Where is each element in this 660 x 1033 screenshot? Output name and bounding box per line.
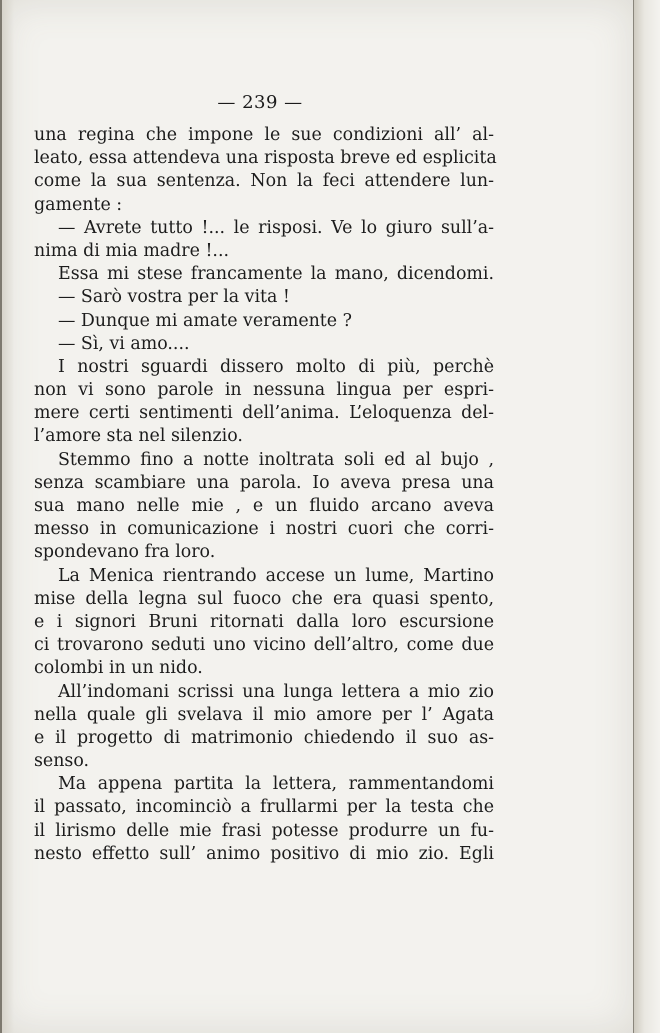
- text-line: nesto effetto sull’ animo positivo di mio zio. Egli: [34, 843, 494, 864]
- body-text: [34, 124, 497, 866]
- page-edge: [633, 0, 660, 1033]
- text-line: gamente :: [34, 194, 123, 215]
- text-line: una regina che impone le sue condizioni all’ al-: [34, 125, 494, 145]
- text-line: messo in comunicazione i nostri cuori che corri-: [34, 519, 494, 540]
- text-line: colombi in un nido.: [34, 658, 203, 679]
- text-line: sua mano nelle mie , e un fluido arcano aveva: [34, 496, 494, 516]
- text-line: ci trovarono seduti uno vicino dell’altro, come due: [34, 635, 494, 656]
- text-line: All’indomani scrissi una lunga lettera a mio zio: [58, 681, 494, 702]
- binding-shadow: [0, 0, 14, 1033]
- text-line: — Sì, vi amo....: [58, 333, 190, 354]
- text-line: I nostri sguardi dissero molto di più, perchè: [58, 356, 494, 377]
- text-line: e i signori Bruni ritornati dalla loro escursione: [34, 611, 494, 632]
- text-line: Stemmo fino a notte inoltrata soli ed al bujo ,: [58, 449, 494, 470]
- text-line: il passato, incominciò a frullarmi per la testa che: [34, 797, 494, 818]
- text-line: e il progetto di matrimonio chiedendo il suo as-: [34, 727, 494, 748]
- text-line: il lirismo delle mie frasi potesse produrre un fu-: [34, 820, 494, 841]
- text-line: nima di mia madre !...: [34, 240, 230, 261]
- text-line: La Menica rientrando accese un lume, Martino: [58, 565, 494, 586]
- text-line: mise della legna sul fuoco che era quasi spento,: [34, 588, 494, 609]
- text-line: Ma appena partita la lettera, rammentandomi: [58, 774, 494, 795]
- text-line: come la sua sentenza. Non la feci attendere lun-: [34, 171, 494, 192]
- text-line: senso.: [34, 751, 90, 772]
- page-number: — 239 —: [217, 92, 303, 113]
- text-line: — Avrete tutto !... le risposi. Ve lo giuro sull’a-: [58, 217, 494, 238]
- text-line: — Dunque mi amate veramente ?: [58, 310, 352, 331]
- text-line: non vi sono parole in nessuna lingua per espri-: [34, 380, 494, 401]
- text-line: nella quale gli svelava il mio amore per l’ Agata: [34, 704, 494, 725]
- text-line: mere certi sentimenti dell’anima. L’eloquenza del-: [34, 403, 494, 424]
- text-line: spondevano fra loro.: [34, 542, 216, 563]
- text-line: — Sarò vostra per la vita !: [58, 287, 290, 308]
- text-line: leato, essa attendeva una risposta breve ed esplicita: [34, 148, 497, 169]
- text-line: senza scambiare una parola. Io aveva presa una: [34, 472, 494, 493]
- text-line: l’amore sta nel silenzio.: [34, 426, 243, 447]
- text-line: Essa mi stese francamente la mano, dicendomi.: [58, 264, 494, 285]
